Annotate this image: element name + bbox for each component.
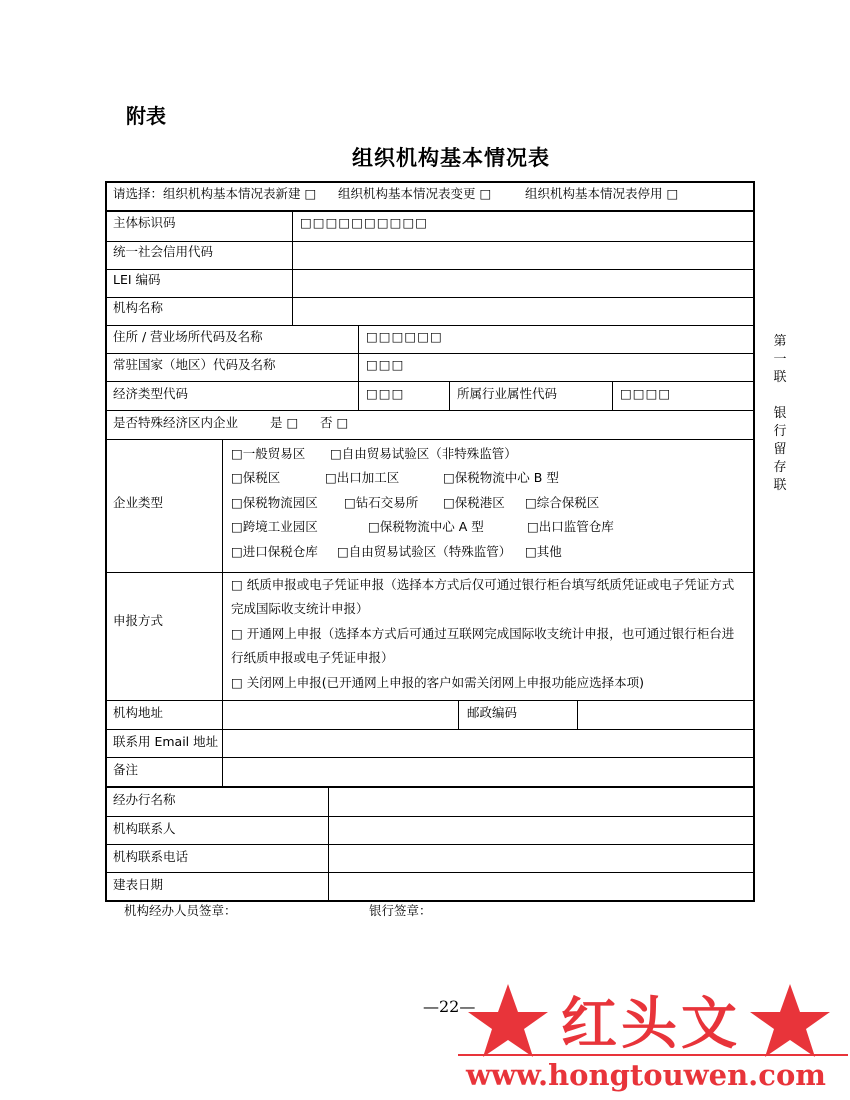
side-char: 联	[773, 478, 787, 493]
enterprise-type-option[interactable]: □保税物流中心 B 型	[443, 470, 559, 485]
declare-option-paper[interactable]: □ 纸质申报或电子凭证申报（选择本方式后仅可通过银行柜台填写纸质凭证或电子凭证方式	[231, 577, 735, 592]
date-label: 建表日期	[113, 877, 164, 892]
credit-code-label: 统一社会信用代码	[113, 244, 214, 259]
option-change-checkbox[interactable]: 组织机构基本情况表变更 □	[338, 186, 492, 201]
lei-label: LEI 编码	[113, 272, 161, 287]
address-code-boxes[interactable]: □□□□□□	[366, 329, 443, 344]
side-char: 联	[773, 370, 787, 385]
credit-code-field[interactable]	[294, 242, 752, 268]
special-zone-label: 是否特殊经济区内企业	[113, 415, 239, 430]
enterprise-type-option[interactable]: □进口保税仓库	[231, 544, 318, 559]
side-char: 第	[773, 334, 787, 349]
special-zone-yes-checkbox[interactable]: 是 □	[270, 415, 299, 430]
remarks-field[interactable]	[224, 758, 752, 785]
date-field[interactable]	[330, 873, 752, 899]
enterprise-type-option[interactable]: □一般贸易区	[231, 446, 306, 461]
contact-person-label: 机构联系人	[113, 821, 176, 836]
org-name-label: 机构名称	[113, 300, 164, 315]
enterprise-type-option[interactable]: □保税物流园区	[231, 495, 318, 510]
industry-label: 所属行业属性代码	[457, 386, 558, 401]
bank-branch-label: 经办行名称	[113, 792, 176, 807]
side-char: 存	[773, 460, 787, 475]
econ-type-label: 经济类型代码	[113, 386, 189, 401]
side-char: 银	[773, 406, 787, 421]
enterprise-type-option[interactable]: □出口加工区	[325, 470, 400, 485]
enterprise-type-option[interactable]: □其他	[525, 544, 562, 559]
enterprise-type-option[interactable]: □保税物流中心 A 型	[368, 519, 484, 534]
bank-branch-field[interactable]	[330, 789, 752, 815]
attachment-label: 附表	[126, 104, 166, 128]
side-char: 留	[773, 442, 787, 457]
watermark-url: www.hongtouwen.com	[466, 1058, 826, 1092]
enterprise-type-option[interactable]: □钻石交易所	[344, 495, 419, 510]
enterprise-type-option[interactable]: □保税港区	[443, 495, 505, 510]
org-name-field[interactable]	[294, 298, 752, 324]
enterprise-type-option[interactable]: □保税区	[231, 470, 281, 485]
star-icon	[468, 984, 548, 1057]
enterprise-type-option[interactable]: □综合保税区	[525, 495, 600, 510]
remarks-label: 备注	[113, 762, 139, 777]
declare-option-close-online[interactable]: □ 关闭网上申报(已开通网上申报的客户如需关闭网上申报功能应选择本项)	[231, 675, 645, 690]
contact-person-field[interactable]	[330, 817, 752, 843]
econ-type-boxes[interactable]: □□□	[366, 386, 405, 401]
watermark	[458, 978, 848, 1090]
copy-label-vertical	[772, 333, 788, 495]
email-field[interactable]	[224, 730, 752, 756]
star-icon	[750, 984, 830, 1057]
enterprise-type-option[interactable]: □自由贸易试验区（非特殊监管）	[330, 446, 517, 461]
postcode-label: 邮政编码	[467, 705, 518, 720]
org-signature-label: 机构经办人员签章：	[124, 903, 237, 918]
contact-phone-label: 机构联系电话	[113, 849, 189, 864]
select-prefix: 请选择：	[113, 186, 164, 201]
page-number: —22—	[423, 997, 476, 1016]
enterprise-type-option[interactable]: □跨境工业园区	[231, 519, 318, 534]
enterprise-type-option[interactable]: □自由贸易试验区（特殊监管）	[337, 544, 512, 559]
lei-field[interactable]	[294, 270, 752, 296]
country-code-label: 常驻国家（地区）代码及名称	[113, 357, 276, 372]
email-label: 联系用 Email 地址	[113, 734, 219, 749]
option-disable-checkbox[interactable]: 组织机构基本情况表停用 □	[525, 186, 679, 201]
address-code-label: 住所 / 营业场所代码及名称	[113, 329, 263, 344]
contact-phone-field[interactable]	[330, 845, 752, 871]
entity-code-boxes[interactable]: □□□□□□□□□□	[300, 215, 429, 230]
watermark-title: 红头文	[561, 992, 741, 1057]
form-title: 组织机构基本情况表	[352, 146, 550, 170]
declare-label: 申报方式	[113, 613, 164, 628]
postcode-field[interactable]	[579, 701, 752, 728]
enterprise-type-label: 企业类型	[113, 495, 164, 510]
org-address-field[interactable]	[224, 701, 457, 728]
declare-option-online-cont: 行纸质申报或电子凭证申报）	[231, 650, 394, 665]
declare-option-online[interactable]: □ 开通网上申报（选择本方式后可通过互联网完成国际收支统计申报，也可通过银行柜台进	[231, 626, 735, 641]
bank-signature-label: 银行签章：	[369, 903, 432, 918]
country-code-boxes[interactable]: □□□	[366, 357, 405, 372]
org-address-label: 机构地址	[113, 705, 164, 720]
industry-boxes[interactable]: □□□□	[620, 386, 672, 401]
enterprise-type-option[interactable]: □出口监管仓库	[527, 519, 614, 534]
side-char: 行	[773, 424, 787, 439]
declare-option-paper-cont: 完成国际收支统计申报）	[231, 601, 369, 616]
entity-code-label: 主体标识码	[113, 215, 176, 230]
side-char	[772, 387, 788, 405]
side-char: 一	[773, 352, 787, 367]
special-zone-no-checkbox[interactable]: 否 □	[320, 415, 349, 430]
option-new-checkbox[interactable]: 组织机构基本情况表新建 □	[163, 186, 317, 201]
